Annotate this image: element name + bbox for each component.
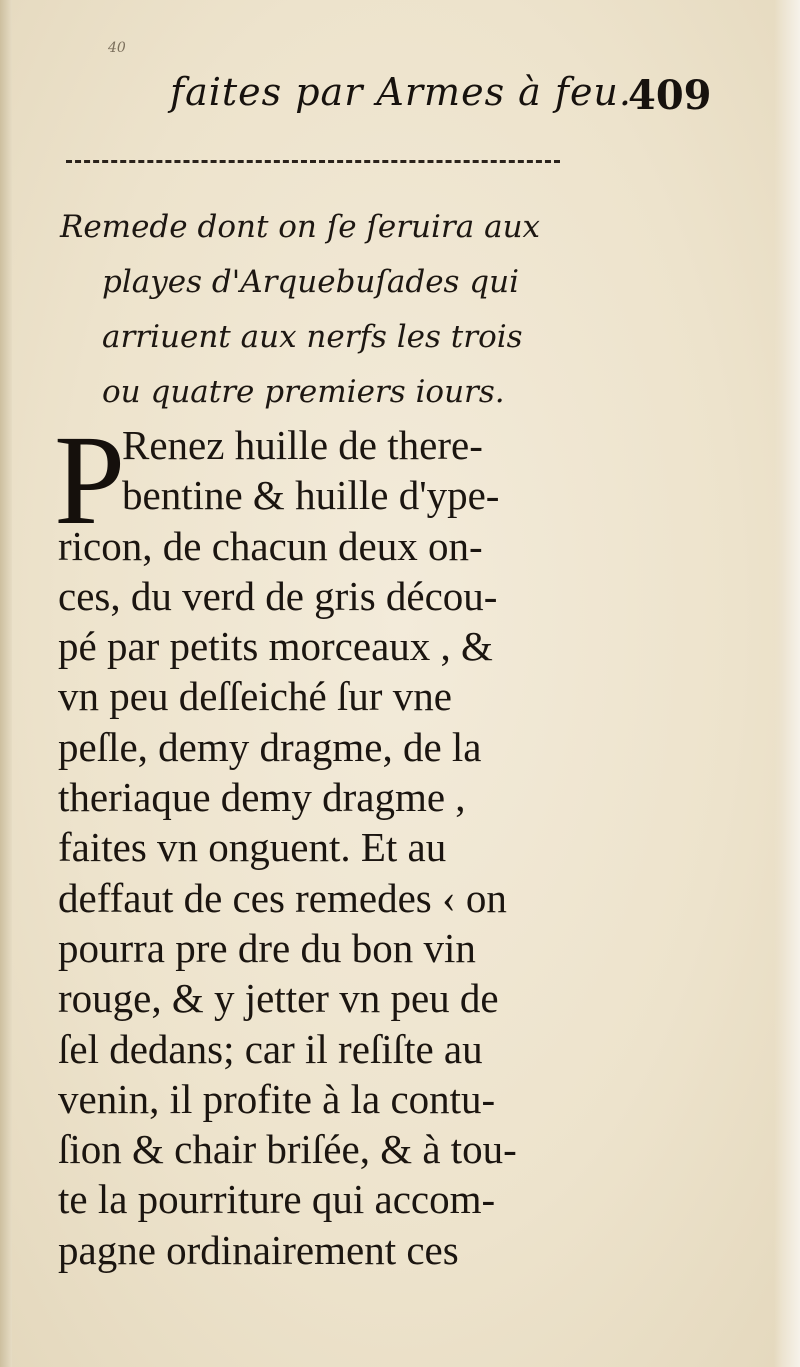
text-line: pourra pre dre du bon vin — [58, 924, 476, 971]
text-line: bentine & huille d'ype- — [122, 472, 500, 519]
text-line: ricon, de chacun deux on- — [58, 522, 483, 569]
text-line: Renez huille de there- — [122, 422, 483, 468]
text-line: te la pourriture qui accom- — [58, 1176, 496, 1223]
header-rule — [66, 160, 560, 163]
text-line: ces, du verd de gris décou- — [58, 572, 498, 619]
text-line: faites vn onguent. Et au — [58, 824, 447, 871]
text-line: theriaque demy dragme , — [58, 774, 466, 821]
heading-line: playes d'Arquebuſades qui — [102, 264, 520, 300]
text-line: peſle, demy dragme, de la — [58, 723, 482, 770]
page-gutter-shadow — [0, 0, 12, 1367]
section-heading — [60, 200, 580, 420]
text-line: rouge, & y jetter vn peu de — [58, 975, 499, 1022]
text-line: venin, il profite à la contu- — [58, 1075, 496, 1122]
text-line: ſion & chair briſée, & à tou- — [58, 1126, 517, 1173]
text-line: pagne ordinairement ces — [58, 1226, 459, 1273]
text-line: deffaut de ces remedes ‹ on — [58, 874, 507, 921]
page-number: 409 — [628, 72, 712, 119]
text-line: vn peu deſſeiché ſur vne — [58, 673, 452, 720]
page-outer-edge — [774, 0, 800, 1367]
text-line: ſel dedans; car il reſiſte au — [58, 1025, 483, 1072]
heading-line: arriuent aux nerfs les trois — [102, 319, 523, 355]
drop-cap: P — [54, 409, 126, 551]
heading-line: ou quatre premiers iours. — [102, 374, 505, 410]
body-paragraph — [58, 420, 578, 1275]
handwritten-page-mark: 40 — [108, 40, 126, 56]
running-head: faites par Armes à feu. — [170, 70, 632, 114]
text-line: pé par petits morceaux , & — [58, 623, 493, 670]
heading-line: Remede dont on ſe ſeruira aux — [60, 209, 541, 245]
